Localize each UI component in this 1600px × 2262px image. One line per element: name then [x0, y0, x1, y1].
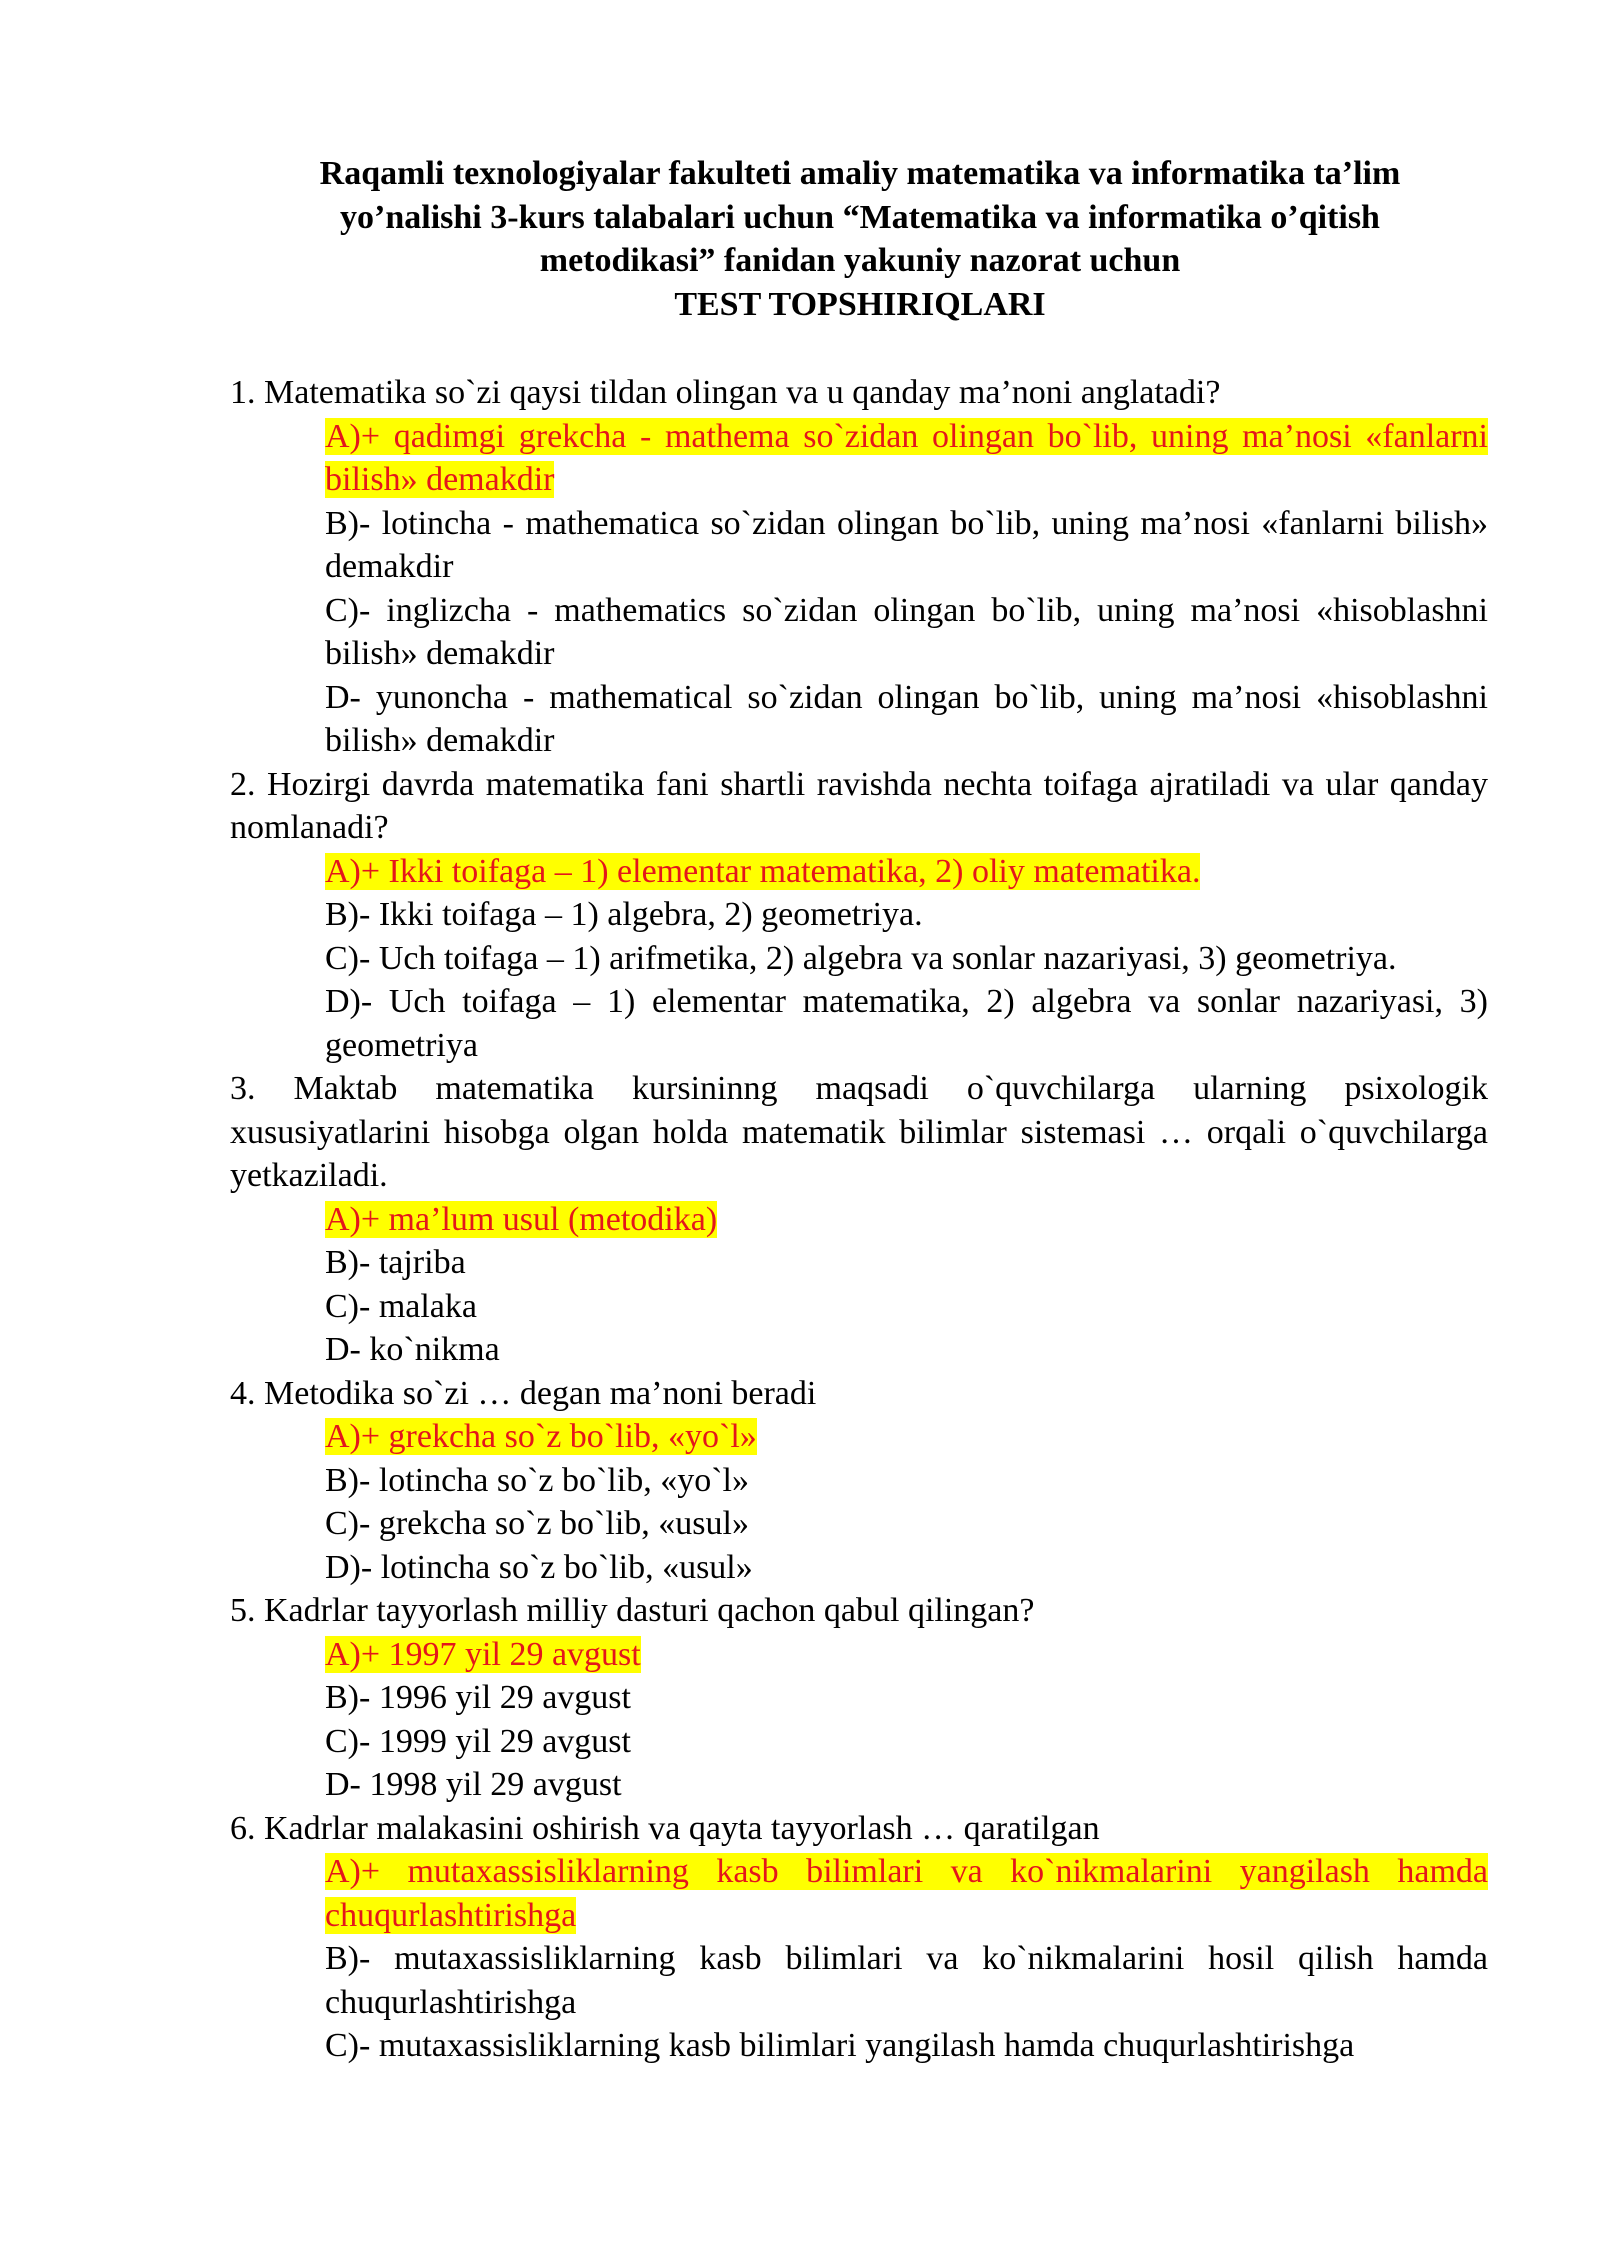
question-3-option-b: B)- tajriba — [325, 1244, 466, 1281]
question-3: 3. Maktab matematika kursininng maqsadi o`quvchilarga ularning psixologik xususiyatlarini hisobga olgan holda matematik bilimlar sistemasi … orqali o`quvchilarga yetkaziladi. — [230, 1070, 1488, 1194]
question-6-option-c: C)- mutaxassisliklarning kasb bilimlari yangilash hamda chuqurlashtirishga — [325, 2027, 1355, 2064]
header-line-2: yo’nalishi 3-kurs talabalari uchun “Matematika va informatika o’qitish — [340, 198, 1380, 236]
question-1-option-a-correct — [325, 415, 1488, 502]
question-4-option-c: C)- grekcha so`z bo`lib, «usul» — [325, 1505, 749, 1542]
question-1-option-c: C)- inglizcha - mathematics so`zidan olingan bo`lib, uning ma’nosi «hisoblashni bilish» demakdir — [325, 591, 1488, 672]
question-3-option-d: D- ko`nikma — [325, 1331, 500, 1368]
correct-answer-highlight: A)+ 1997 yil 29 avgust — [325, 1635, 641, 1673]
question-1: 1. Matematika so`zi qaysi tildan olingan va u qanday ma’noni anglatadi? — [230, 374, 1221, 411]
question-2-option-c: C)- Uch toifaga – 1) arifmetika, 2) algebra va sonlar nazariyasi, 3) geometriya. — [325, 939, 1397, 977]
question-2-option-a-correct — [325, 850, 1488, 894]
question-6: 6. Kadrlar malakasini oshirish va qayta tayyorlash … qaratilgan — [230, 1809, 1100, 1847]
question-2-option-b: B)- Ikki toifaga – 1) algebra, 2) geometriya. — [325, 896, 923, 933]
question-6-option-a-correct — [325, 1850, 1488, 1937]
header-line-1: Raqamli texnologiyalar fakulteti amaliy matematika va informatika ta’lim — [319, 155, 1401, 192]
question-5-option-c: C)- 1999 yil 29 avgust — [325, 1722, 631, 1760]
question-4-option-d: D)- lotincha so`z bo`lib, «usul» — [325, 1548, 753, 1586]
question-5: 5. Kadrlar tayyorlash milliy dasturi qachon qabul qilingan? — [230, 1592, 1035, 1629]
question-6-option-b: B)- mutaxassisliklarning kasb bilimlari va ko`nikmalarini hosil qilish hamda chuqurlashtirishga — [325, 1940, 1488, 2021]
question-1-option-b: B)- lotincha - mathematica so`zidan olingan bo`lib, uning ma’nosi «fanlarni bilish» demakdir — [325, 504, 1488, 585]
question-5-option-b: B)- 1996 yil 29 avgust — [325, 1679, 631, 1716]
correct-answer-highlight: A)+ ma’lum usul (metodika) — [325, 1200, 718, 1238]
question-4: 4. Metodika so`zi … degan ma’noni beradi — [230, 1374, 817, 1412]
question-1-option-d: D- yunoncha - mathematical so`zidan olingan bo`lib, uning ma’nosi «hisoblashni bilish» demakdir — [325, 678, 1488, 759]
correct-answer-highlight: A)+ qadimgi grekcha - mathema so`zidan olingan bo`lib, uning ma’nosi «fanlarni bilish» demakdir — [325, 417, 1488, 498]
document-header — [230, 152, 1490, 326]
header-line-3: metodikasi” fanidan yakuniy nazorat uchun — [539, 242, 1181, 279]
question-4-option-b: B)- lotincha so`z bo`lib, «yo`l» — [325, 1461, 749, 1499]
question-5-option-a-correct — [325, 1633, 1488, 1677]
question-2-option-d: D)- Uch toifaga – 1) elementar matematika, 2) algebra va sonlar nazariyasi, 3) geometriya — [325, 983, 1488, 1064]
question-3-option-a-correct — [325, 1198, 1488, 1242]
correct-answer-highlight: A)+ Ikki toifaga – 1) elementar matematika, 2) oliy matematika. — [325, 852, 1201, 890]
question-3-option-c: C)- malaka — [325, 1287, 477, 1325]
question-list — [230, 371, 1488, 2068]
correct-answer-highlight: A)+ mutaxassisliklarning kasb bilimlari va ko`nikmalarini yangilash hamda chuqurlashtirishga — [325, 1853, 1488, 1934]
correct-answer-highlight: A)+ grekcha so`z bo`lib, «yo`l» — [325, 1418, 757, 1455]
document-title: TEST TOPSHIRIQLARI — [674, 285, 1046, 323]
question-2: 2. Hozirgi davrda matematika fani shartli ravishda nechta toifaga ajratiladi va ular qanday nomlanadi? — [230, 765, 1488, 846]
question-5-option-d: D- 1998 yil 29 avgust — [325, 1766, 622, 1803]
question-4-option-a-correct — [325, 1415, 1488, 1459]
